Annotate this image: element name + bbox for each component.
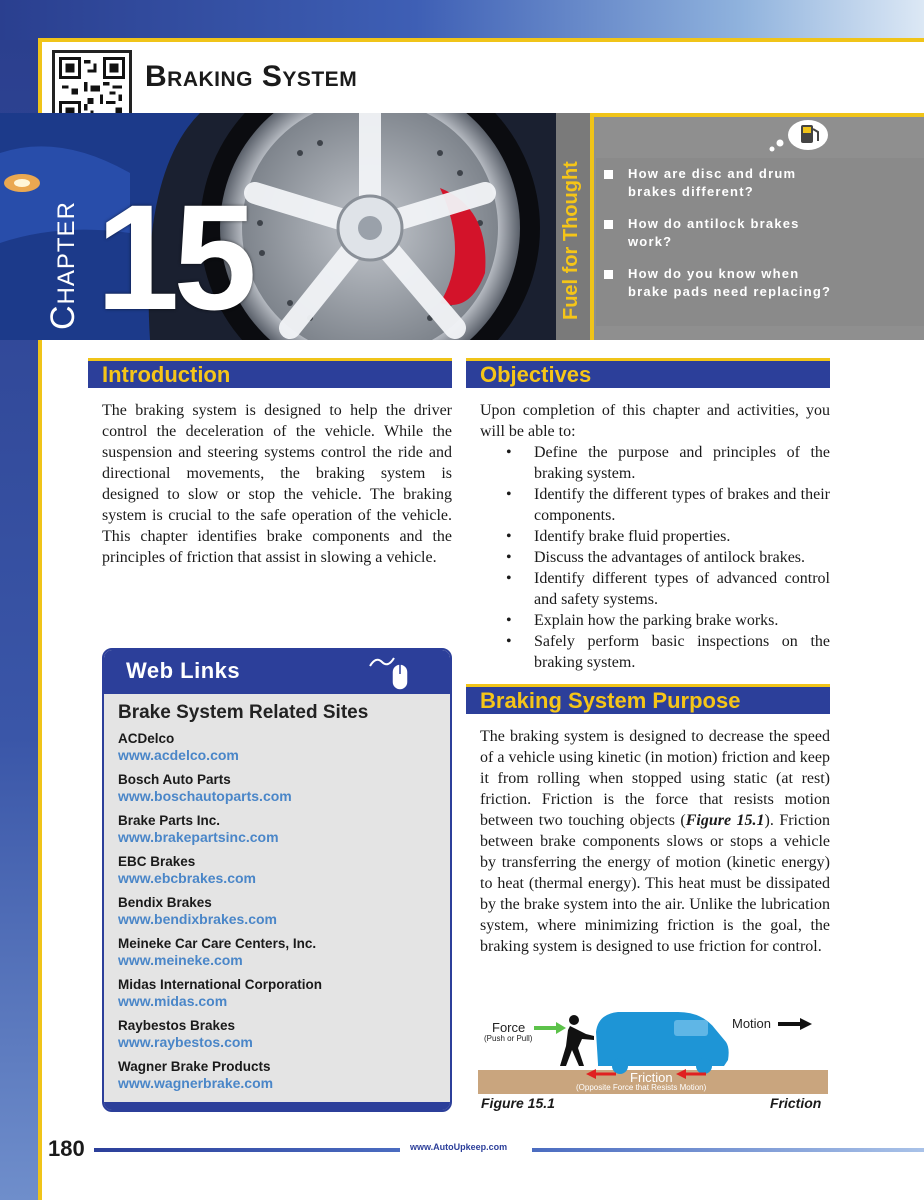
- top-gradient-band: [0, 0, 924, 40]
- motion-label: Motion: [732, 1016, 772, 1031]
- objective-item: • Explain how the parking brake works.: [480, 610, 830, 631]
- wheel-photo-illustration: [0, 113, 560, 340]
- web-link-item: [118, 853, 322, 894]
- web-link-url[interactable]: www.wagnerbrake.com: [118, 1075, 274, 1091]
- web-link-url[interactable]: www.meineke.com: [118, 952, 243, 968]
- person-pushing-icon: [560, 1015, 594, 1066]
- web-link-url[interactable]: www.acdelco.com: [118, 747, 239, 763]
- objective-item: • Identify different types of advanced control and safety systems.: [480, 568, 830, 610]
- objective-item: • Define the purpose and principles of the braking system.: [480, 442, 830, 484]
- objective-item: • Identify the different types of brakes and their components.: [480, 484, 830, 526]
- web-link-url[interactable]: www.midas.com: [118, 993, 228, 1009]
- web-link-name: ACDelco: [118, 731, 175, 746]
- friction-label: Friction: [630, 1070, 673, 1085]
- web-link-url[interactable]: www.bendixbrakes.com: [118, 911, 277, 927]
- web-link-item: [118, 812, 322, 853]
- web-link-item: [118, 1058, 322, 1099]
- objective-item: • Safely perform basic inspections on the braking system.: [480, 631, 830, 673]
- web-link-name: Midas International Corporation: [118, 977, 323, 992]
- web-link-url[interactable]: www.boschautoparts.com: [118, 788, 292, 804]
- fuel-question: How are disc and drum brakes different?: [604, 165, 832, 201]
- web-link-name: Meineke Car Care Centers, Inc.: [118, 936, 317, 951]
- objective-item: • Identify brake fluid properties.: [480, 526, 830, 547]
- chapter-number: 15: [96, 173, 251, 341]
- chapter-label: Chapter: [44, 201, 82, 330]
- web-links-subtitle: Brake System Related Sites: [118, 702, 369, 723]
- purpose-text-end: ). Friction between brake components slows or stops a vehicle by transferring the energy of motion (kinetic energy) to heat (thermal energy). This heat must be dissipated by the brake system into the air. Unlike the lubrication system, where minimizing friction is the goal, the braking system is designed to use friction for control.: [480, 812, 830, 955]
- computer-mouse-icon: [368, 652, 412, 692]
- chapter-title: Braking System: [145, 60, 358, 93]
- web-links-box: [102, 648, 452, 1112]
- footer-line-left: [94, 1148, 400, 1152]
- purpose-text-start: The braking system is designed to decrease the speed of a vehicle using kinetic (in motion) friction and keep it from rolling when stopped using static (at rest) friction. Friction is the force that resists motion between two touching objects (: [480, 728, 830, 829]
- fuel-question: How do antilock brakes work?: [604, 215, 832, 251]
- purpose-heading: Braking System Purpose: [466, 684, 830, 714]
- objectives-intro: Upon completion of this chapter and activities, you will be able to:: [480, 402, 830, 440]
- web-link-url[interactable]: www.brakepartsinc.com: [118, 829, 279, 845]
- page-number: 180: [48, 1136, 85, 1161]
- web-link-url[interactable]: www.raybestos.com: [118, 1034, 253, 1050]
- web-link-item: [118, 894, 322, 935]
- objectives-list: [480, 442, 830, 673]
- gold-frame-top: [40, 38, 924, 42]
- objectives-section: [480, 400, 830, 673]
- figure-caption-title: Friction: [770, 1095, 822, 1111]
- friction-sublabel: (Opposite Force that Resists Motion): [576, 1083, 707, 1092]
- figure-caption-number: Figure 15.1: [481, 1095, 555, 1111]
- web-link-item: [118, 730, 322, 771]
- web-link-name: Raybestos Brakes: [118, 1018, 236, 1033]
- web-link-item: [118, 1017, 322, 1058]
- web-links-footer-bar: [104, 1102, 450, 1110]
- objective-item: • Discuss the advantages of antilock brakes.: [480, 547, 830, 568]
- web-links-list: [118, 730, 322, 1099]
- web-link-name: Bosch Auto Parts: [118, 772, 231, 787]
- web-link-url[interactable]: www.ebcbrakes.com: [118, 870, 256, 886]
- thought-bubble-gas-icon: [766, 117, 830, 157]
- vehicle-shape: [596, 1012, 729, 1066]
- web-link-name: Bendix Brakes: [118, 895, 212, 910]
- footer-url[interactable]: www.AutoUpkeep.com: [410, 1142, 508, 1152]
- web-links-header: [104, 650, 450, 694]
- fuel-for-thought-label: Fuel for Thought: [560, 161, 582, 320]
- web-link-name: EBC Brakes: [118, 854, 196, 869]
- web-link-item: [118, 771, 322, 812]
- web-link-item: [118, 976, 322, 1017]
- figure-reference[interactable]: Figure 15.1: [685, 812, 765, 829]
- footer-line-right: [532, 1148, 924, 1152]
- force-label: Force: [492, 1020, 526, 1035]
- purpose-text: [480, 726, 830, 957]
- web-links-title: Web Links: [126, 658, 241, 683]
- web-link-item: [118, 935, 322, 976]
- fuel-question-list: [604, 165, 832, 315]
- force-sublabel: (Push or Pull): [484, 1034, 533, 1043]
- web-link-name: Wagner Brake Products: [118, 1059, 271, 1074]
- objectives-heading: Objectives: [466, 358, 830, 388]
- fuel-question: How do you know when brake pads need replacing?: [604, 265, 832, 301]
- introduction-heading: Introduction: [88, 358, 452, 388]
- introduction-text: The braking system is designed to help the driver control the deceleration of the vehicle. While the suspension and steering systems control the ride and directional movements, the braking system is designed to slow or stop the vehicle. The braking system is crucial to the safe operation of the vehicle. This chapter identifies brake components and the principles of friction that assist in slowing a vehicle.: [102, 402, 452, 566]
- web-link-name: Brake Parts Inc.: [118, 813, 221, 828]
